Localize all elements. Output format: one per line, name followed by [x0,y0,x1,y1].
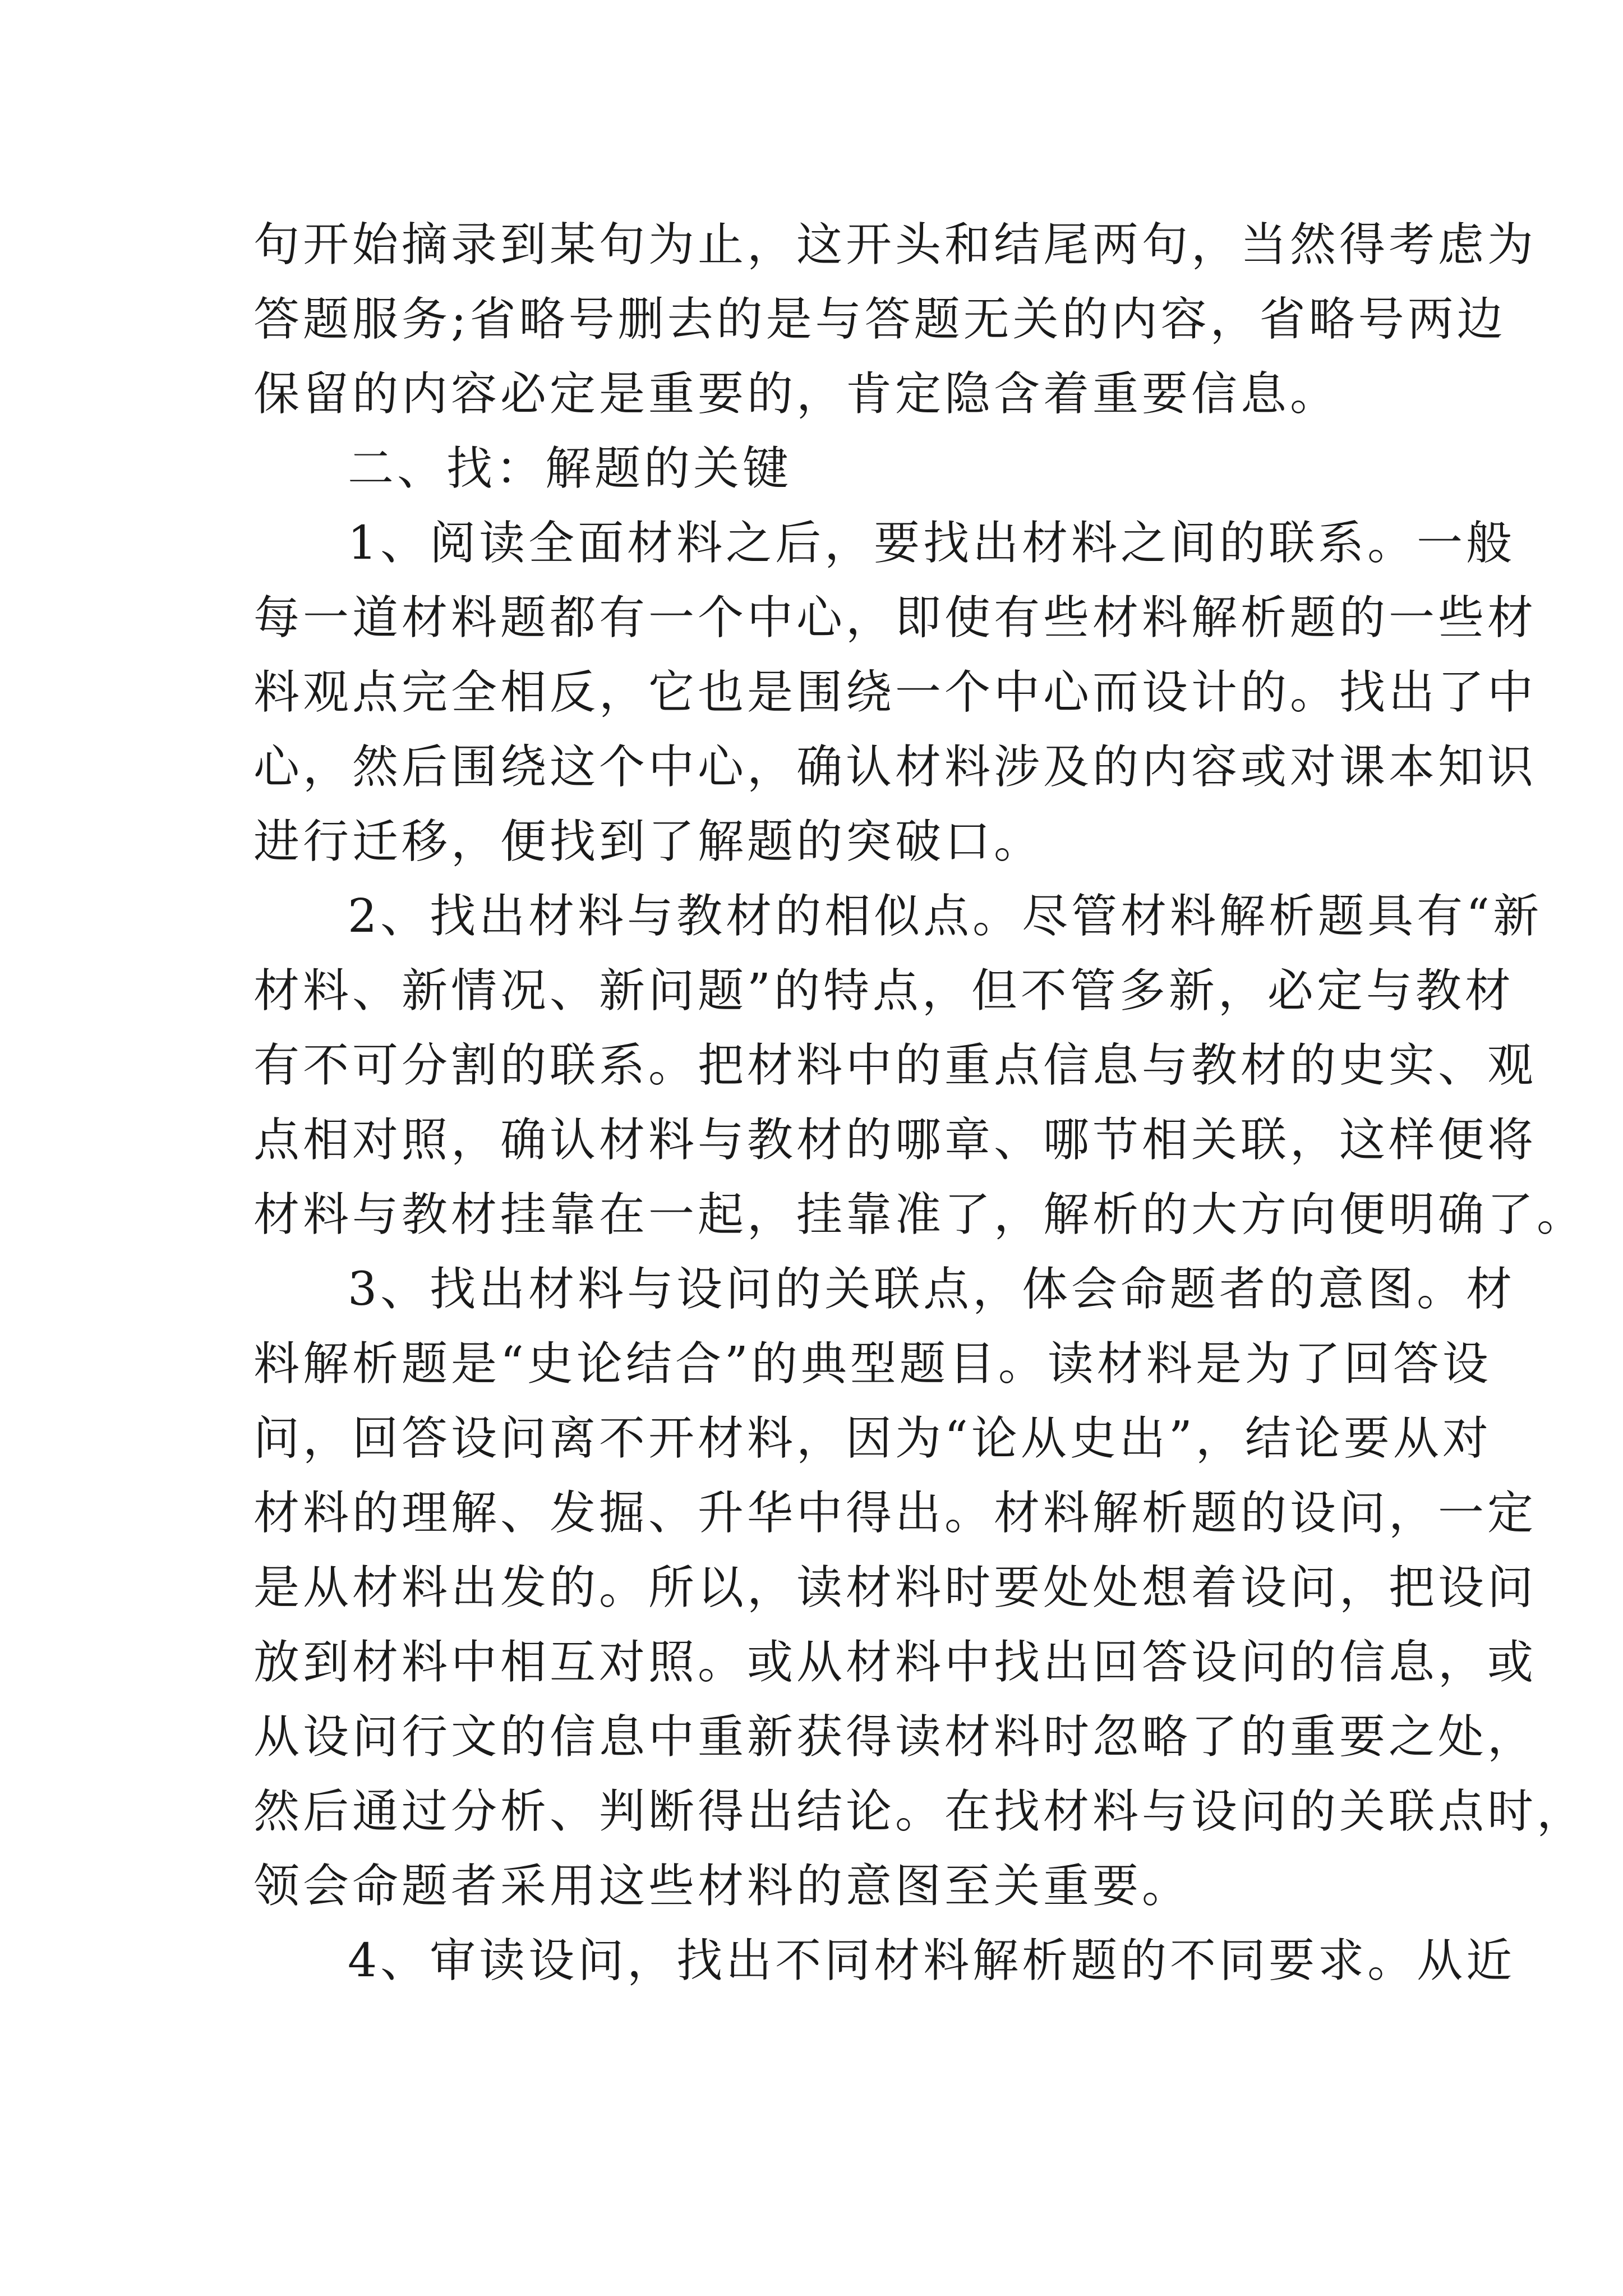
text-line: 材料、新情况、新问题”的特点，但不管多新，必定与教材 [253,964,1514,1018]
text-line: 2、找出材料与教材的相似点。尽管材料解析题具有“新 [348,890,1543,943]
text-line: 然后通过分析、判断得出结论。在找材料与设问的关联点时， [253,1785,1587,1838]
text-line: 领会命题者采用这些材料的意图至关重要。 [253,1860,1192,1913]
text-line: 料观点完全相反，它也是围绕一个中心而设计的。找出了中 [253,666,1537,719]
text-line: 3、找出材料与设问的关联点，体会命题者的意图。材 [348,1263,1516,1316]
text-line: 料解析题是“史论结合”的典型题目。读材料是为了回答设 [253,1337,1492,1391]
text-line: 心，然后围绕这个中心，确认材料涉及的内容或对课本知识 [253,740,1537,794]
text-line: 材料与教材挂靠在一起，挂靠准了，解析的大方向便明确了。 [253,1188,1587,1241]
paragraph-2 [253,879,1587,1252]
text-line: 有不可分割的联系。把材料中的重点信息与教材的史实、观 [253,1039,1537,1092]
paragraph-3 [253,1252,1587,1924]
text-line: 每一道材料题都有一个中心，即使有些材料解析题的一些材 [253,591,1537,645]
paragraph-4 [253,1924,1516,1998]
text-line: 材料的理解、发掘、升华中得出。材料解析题的设问，一定 [253,1487,1537,1540]
text-line: 句开始摘录到某句为止，这开头和结尾两句，当然得考虑为 [253,218,1537,272]
text-line: 放到材料中相互对照。或从材料中找出回答设问的信息，或 [253,1636,1537,1689]
paragraph-intro [253,208,1537,431]
text-line: 保留的内容必定是重要的，肯定隐含着重要信息。 [253,367,1340,421]
section-heading [253,431,1384,506]
text-line: 是从材料出发的。所以，读材料时要处处想着设问，把设问 [253,1561,1537,1614]
heading-text: 二、找：解题的关键 [348,442,792,495]
text-line: 1、阅读全面材料之后，要找出材料之间的联系。一般 [348,517,1516,570]
text-line: 4、审读设问，找出不同材料解析题的不同要求。从近 [348,1934,1516,1987]
text-line: 问，回答设问离不开材料，因为“论从史出”，结论要从对 [253,1412,1492,1465]
text-line: 答题服务;省略号删去的是与答题无关的内容，省略号两边 [253,293,1506,346]
document-body [253,208,1587,1998]
text-line: 点相对照，确认材料与教材的哪章、哪节相关联，这样便将 [253,1114,1537,1167]
paragraph-1 [253,506,1537,879]
text-line: 进行迁移，便找到了解题的突破口。 [253,815,1044,868]
text-line: 从设问行文的信息中重新获得读材料时忽略了的重要之处， [253,1710,1537,1764]
